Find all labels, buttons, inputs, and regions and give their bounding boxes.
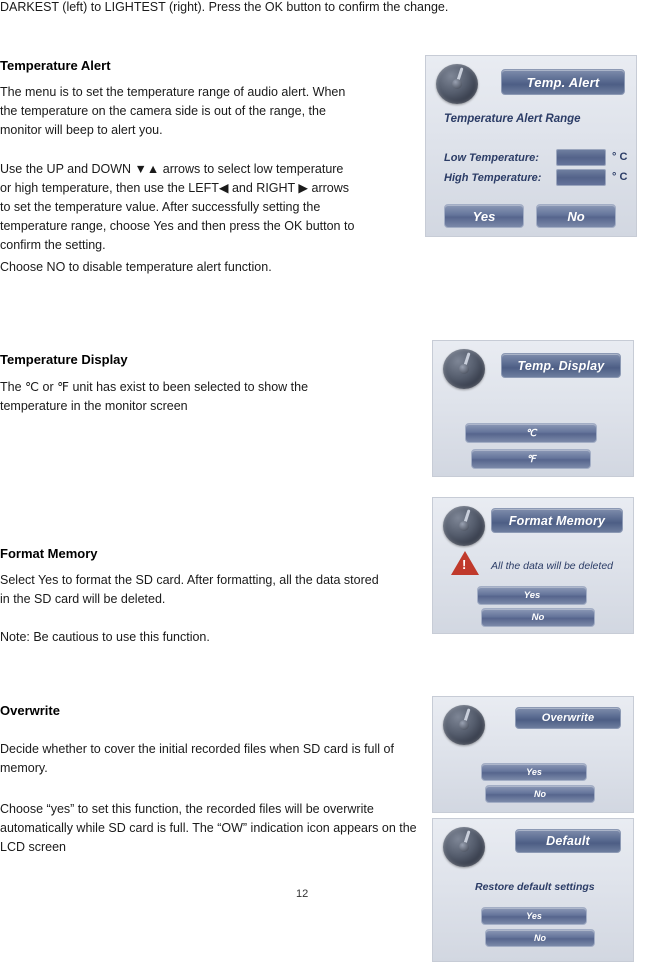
- heading-overwrite: Overwrite: [0, 703, 60, 718]
- screen-temperature-alert: [425, 55, 637, 237]
- dial-knob-icon: [443, 705, 485, 745]
- button-overwrite-no[interactable]: No: [485, 785, 595, 803]
- unit-low-temperature: ° C: [612, 151, 628, 163]
- button-temp-alert-yes[interactable]: Yes: [444, 204, 524, 228]
- label-temperature-alert-range: Temperature Alert Range: [444, 113, 581, 125]
- top-continuation-line: DARKEST (left) to LIGHTEST (right). Press the OK button to confirm the change.: [0, 0, 449, 14]
- screen-overwrite: [432, 696, 634, 813]
- screen-title-format-memory[interactable]: Format Memory: [491, 508, 623, 533]
- dial-knob-icon: [436, 64, 478, 104]
- dial-knob-icon: [443, 506, 485, 546]
- button-default-yes[interactable]: Yes: [481, 907, 587, 925]
- paragraph-format-memory-2: Note: Be cautious to use this function.: [0, 630, 210, 644]
- paragraph-overwrite-2: Choose “yes” to set this function, the recorded files will be overwrite automatically while SD card is full. The “OW” indication icon appears on the LCD screen: [0, 802, 417, 854]
- screen-title-default[interactable]: Default: [515, 829, 621, 853]
- button-fahrenheit[interactable]: ℉: [471, 449, 591, 469]
- heading-temperature-alert: Temperature Alert: [0, 58, 111, 73]
- warning-triangle-icon: [451, 551, 479, 575]
- paragraph-temp-display-1: The ℃ or ℉ unit has exist to been selected to show the temperature in the monitor screen: [0, 380, 309, 413]
- paragraph-temp-alert-2: Use the UP and DOWN ▼▲ arrows to select low temperature or high temperature, then use the LEFT◀ and RIGHT ▶ arrows to set the temperature value. After successfully setting the temperature range, choose Yes and then press the OK button to confirm the setting.: [0, 162, 355, 252]
- warning-exclamation: !: [462, 557, 467, 572]
- button-format-no[interactable]: No: [481, 608, 595, 627]
- button-temp-alert-no[interactable]: No: [536, 204, 616, 228]
- screen-format-memory: [432, 497, 634, 634]
- screen-title-overwrite[interactable]: Overwrite: [515, 707, 621, 729]
- text-format-warning: All the data will be deleted: [491, 560, 613, 572]
- label-high-temperature: High Temperature:: [444, 172, 542, 184]
- button-celsius[interactable]: ℃: [465, 423, 597, 443]
- button-format-yes[interactable]: Yes: [477, 586, 587, 605]
- paragraph-overwrite-1: Decide whether to cover the initial recorded files when SD card is full of memory.: [0, 742, 394, 775]
- dial-knob-icon: [443, 827, 485, 867]
- field-high-temperature-value[interactable]: [556, 169, 606, 186]
- screen-temperature-display: [432, 340, 634, 477]
- button-overwrite-yes[interactable]: Yes: [481, 763, 587, 781]
- screen-default: [432, 818, 634, 962]
- heading-temperature-display: Temperature Display: [0, 352, 128, 367]
- paragraph-format-memory-1: Select Yes to format the SD card. After formatting, all the data stored in the SD card will be deleted.: [0, 573, 379, 606]
- paragraph-temp-alert-3: Choose NO to disable temperature alert function.: [0, 260, 272, 274]
- page-number: 12: [296, 888, 309, 900]
- unit-high-temperature: ° C: [612, 171, 628, 183]
- field-low-temperature-value[interactable]: [556, 149, 606, 166]
- label-low-temperature: Low Temperature:: [444, 152, 539, 164]
- screen-title-temp-display[interactable]: Temp. Display: [501, 353, 621, 378]
- button-default-no[interactable]: No: [485, 929, 595, 947]
- dial-knob-icon: [443, 349, 485, 389]
- paragraph-temp-alert-1: The menu is to set the temperature range of audio alert. When the temperature on the camera side is out of the range, the monitor will beep to alert you.: [0, 85, 346, 137]
- screen-title-temp-alert[interactable]: Temp. Alert: [501, 69, 625, 95]
- label-restore-default-settings: Restore default settings: [475, 881, 595, 893]
- heading-format-memory: Format Memory: [0, 546, 98, 561]
